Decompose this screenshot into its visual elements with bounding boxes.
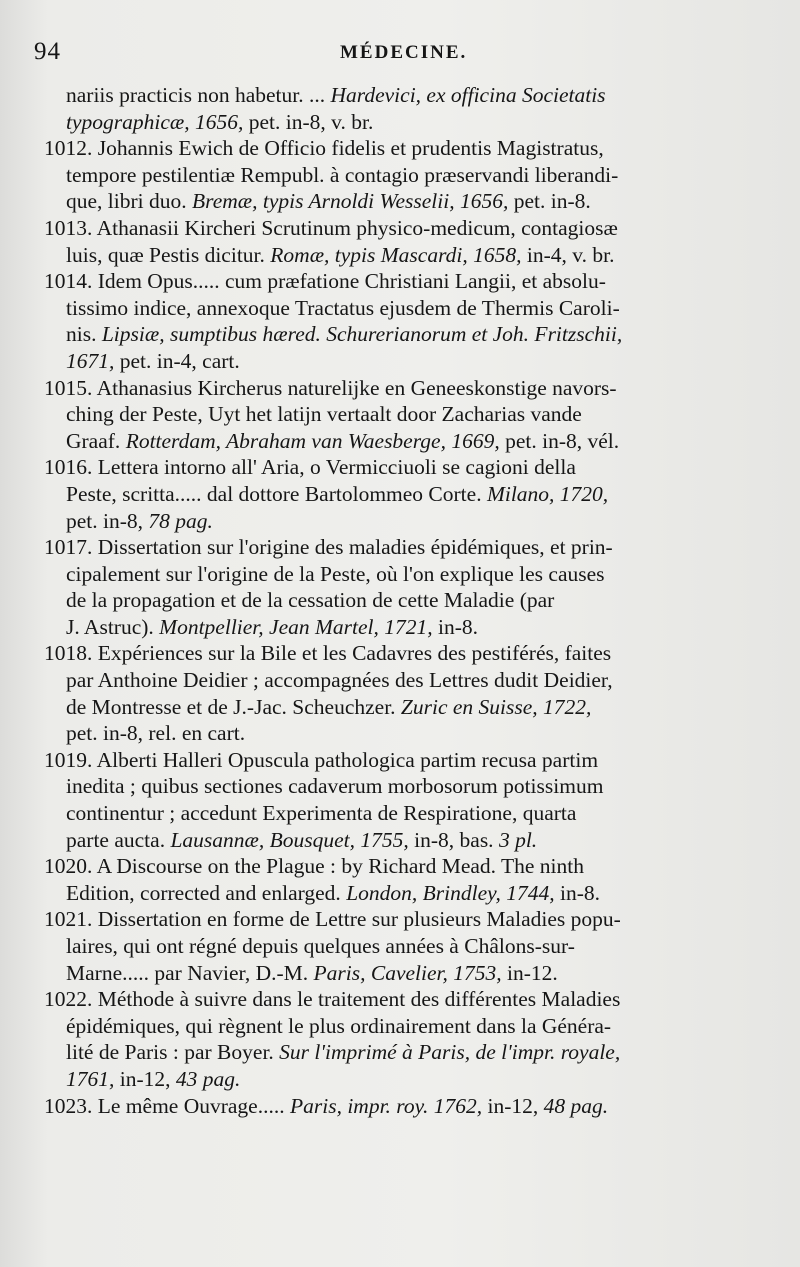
entry-text: par Anthoine Deidier ; accompagnées des Lettres dudit Deidier, [66, 668, 613, 693]
entry-continuation-line [44, 295, 766, 322]
entry-first-line [44, 135, 766, 162]
entry-continuation-line [44, 109, 766, 136]
entry-continuation-line [44, 614, 766, 641]
imprint-text: Paris, Cavelier, 1753, [313, 960, 502, 985]
entry-continuation-line [44, 587, 766, 614]
entry-text: in-12, [114, 1066, 176, 1091]
entry-text: pet. in-4, cart. [114, 348, 240, 373]
entry-text: in-12. [501, 960, 558, 985]
entry-text: in-4, v. br. [521, 242, 615, 267]
entry-continuation-line [44, 827, 766, 854]
entry-text: nariis practicis non habetur. ... [66, 83, 331, 107]
entry-continuation-line [44, 880, 766, 907]
imprint-text: Sur l'imprimé à Paris, de l'impr. royale, [279, 1040, 621, 1065]
imprint-text: Paris, impr. roy. 1762, [289, 1093, 483, 1118]
entry-continuation-line [44, 1039, 766, 1066]
imprint-text: typographicæ, 1656, [66, 109, 244, 134]
entry-text: 1022. Méthode à suivre dans le traitement des différentes Maladies [44, 987, 621, 1012]
entry-text: Edition, corrected and enlarged. [66, 880, 347, 905]
entry-text: que, libri duo. [66, 189, 192, 214]
entry-text: cipalement sur l'origine de la Peste, où l'on explique les causes [66, 561, 605, 586]
entry-text: Marne..... par Navier, D.-M. [66, 960, 314, 985]
entry-continuation-line [44, 401, 766, 428]
entry-continuation-line [44, 428, 766, 455]
entry-first-line [44, 534, 766, 561]
entry-text: in-8, bas. [408, 827, 499, 852]
entry-continuation-line [44, 694, 766, 721]
entry-first-line [44, 215, 766, 242]
entry-continuation-line [44, 773, 766, 800]
entry-first-line [44, 268, 766, 295]
imprint-text: 1761, [66, 1066, 115, 1091]
entry-text: de Montresse et de J.-Jac. Scheuchzer. [66, 694, 401, 719]
imprint-text: 43 pag. [175, 1066, 241, 1091]
entry-text: tissimo indice, annexoque Tractatus ejusdem de Thermis Caroli- [66, 295, 620, 320]
entry-text: 1014. Idem Opus..... cum præfatione Christiani Langii, et absolu- [44, 269, 606, 294]
entry-text: Peste, scritta..... dal dottore Bartolommeo Corte. [66, 481, 487, 506]
entry-first-line [44, 747, 766, 774]
catalog-entries [44, 82, 766, 1119]
entry-text: in-8. [432, 614, 479, 639]
imprint-text: Lausannæ, Bousquet, 1755, [170, 827, 409, 852]
imprint-text: 78 pag. [148, 508, 213, 533]
running-head: MÉDECINE. [340, 42, 468, 63]
imprint-text: 48 pag. [543, 1093, 609, 1118]
entry-text: 1021. Dissertation en forme de Lettre sur plusieurs Maladies popu- [44, 907, 621, 932]
entry-text: in-12, [482, 1093, 544, 1118]
entry-text: pet. in-8, rel. en cart. [66, 721, 246, 746]
entry-continuation-line [44, 561, 766, 588]
imprint-text: Bremæ, typis Arnoldi Wesselii, 1656, [192, 189, 509, 214]
entry-continuation-line [44, 1066, 766, 1093]
imprint-text: 1671, [66, 348, 115, 373]
entry-continuation-line [44, 933, 766, 960]
entry-first-line [44, 1093, 766, 1120]
entry-text: 1020. A Discourse on the Plague : by Richard Mead. The ninth [44, 854, 585, 879]
imprint-text: Lipsiæ, sumptibus hæred. Schurerianorum et Joh. Fritzschii, [101, 322, 623, 347]
imprint-text: Rotterdam, Abraham van Waesberge, 1669, [125, 428, 500, 453]
entry-text: épidémiques, qui règnent le plus ordinairement dans la Généra- [66, 1013, 612, 1038]
entry-continuation-line [44, 1013, 766, 1040]
entry-text: luis, quæ Pestis dicitur. [66, 242, 271, 267]
entry-continuation-line [44, 242, 766, 269]
entry-text: parte aucta. [66, 827, 171, 852]
imprint-text: Zuric en Suisse, 1722, [400, 694, 592, 719]
imprint-text: Milano, 1720, [486, 481, 609, 506]
entry-text: continentur ; accedunt Experimenta de Respiratione, quarta [66, 801, 577, 826]
imprint-text: 3 pl. [498, 827, 538, 852]
entry-first-line [44, 986, 766, 1013]
entry-text: inedita ; quibus sectiones cadaverum morbosorum potissimum [66, 774, 604, 799]
entry-continuation-line [44, 720, 766, 747]
entry-continuation-line [44, 800, 766, 827]
entry-text: lité de Paris : par Boyer. [66, 1040, 280, 1065]
entry-continuation-line [44, 188, 766, 215]
entry-text: tempore pestilentiæ Rempubl. à contagio præservandi liberandi- [66, 162, 619, 187]
entry-text: nis. [66, 322, 102, 347]
entry-text: de la propagation et de la cessation de cette Maladie (par [66, 588, 555, 613]
entry-continuation-line [44, 162, 766, 189]
entry-text: pet. in-8. [508, 189, 591, 214]
entry-continuation-line [44, 82, 766, 109]
entry-first-line [44, 640, 766, 667]
page-number: 94 [34, 38, 61, 65]
imprint-text: Montpellier, Jean Martel, 1721, [159, 614, 433, 639]
entry-text: 1013. Athanasii Kircheri Scrutinum physico-medicum, contagiosæ [44, 215, 618, 240]
entry-text: 1019. Alberti Halleri Opuscula pathologica partim recusa partim [44, 747, 599, 772]
entry-continuation-line [44, 481, 766, 508]
entry-text: in-8. [554, 880, 601, 905]
entry-first-line [44, 375, 766, 402]
entry-text: Graaf. [66, 428, 126, 453]
entry-text: laires, qui ont régné depuis quelques années à Châlons-sur- [66, 934, 575, 958]
entry-text: pet. in-8, [66, 508, 149, 533]
imprint-text: London, Brindley, 1744, [346, 880, 555, 905]
entry-first-line [44, 906, 766, 933]
entry-text: 1018. Expériences sur la Bile et les Cadavres des pestiférés, faites [44, 641, 612, 666]
entry-text: ching der Peste, Uyt het latijn vertaalt door Zacharias vande [66, 402, 582, 427]
entry-text: 1017. Dissertation sur l'origine des maladies épidémiques, et prin- [44, 535, 613, 560]
entry-continuation-line [44, 508, 766, 535]
entry-continuation-line [44, 348, 766, 375]
entry-text: 1012. Johannis Ewich de Officio fidelis et prudentis Magistratus, [44, 136, 604, 161]
entry-continuation-line [44, 960, 766, 987]
entry-text: pet. in-8, vél. [499, 428, 620, 453]
imprint-text: Romæ, typis Mascardi, 1658, [270, 242, 522, 267]
entry-text: 1015. Athanasius Kircherus naturelijke en Geneeskonstige navors- [44, 375, 617, 400]
entry-text: 1016. Lettera intorno all' Aria, o Vermicciuoli se cagioni della [44, 455, 576, 480]
entry-continuation-line [44, 667, 766, 694]
entry-first-line [44, 454, 766, 481]
entry-text: J. Astruc). [66, 614, 160, 639]
entry-text: pet. in-8, v. br. [243, 109, 374, 134]
imprint-text: Hardevici, ex officina Societatis [330, 83, 606, 107]
entry-first-line [44, 853, 766, 880]
entry-continuation-line [44, 321, 766, 348]
entry-text: 1023. Le même Ouvrage..... [44, 1093, 290, 1118]
